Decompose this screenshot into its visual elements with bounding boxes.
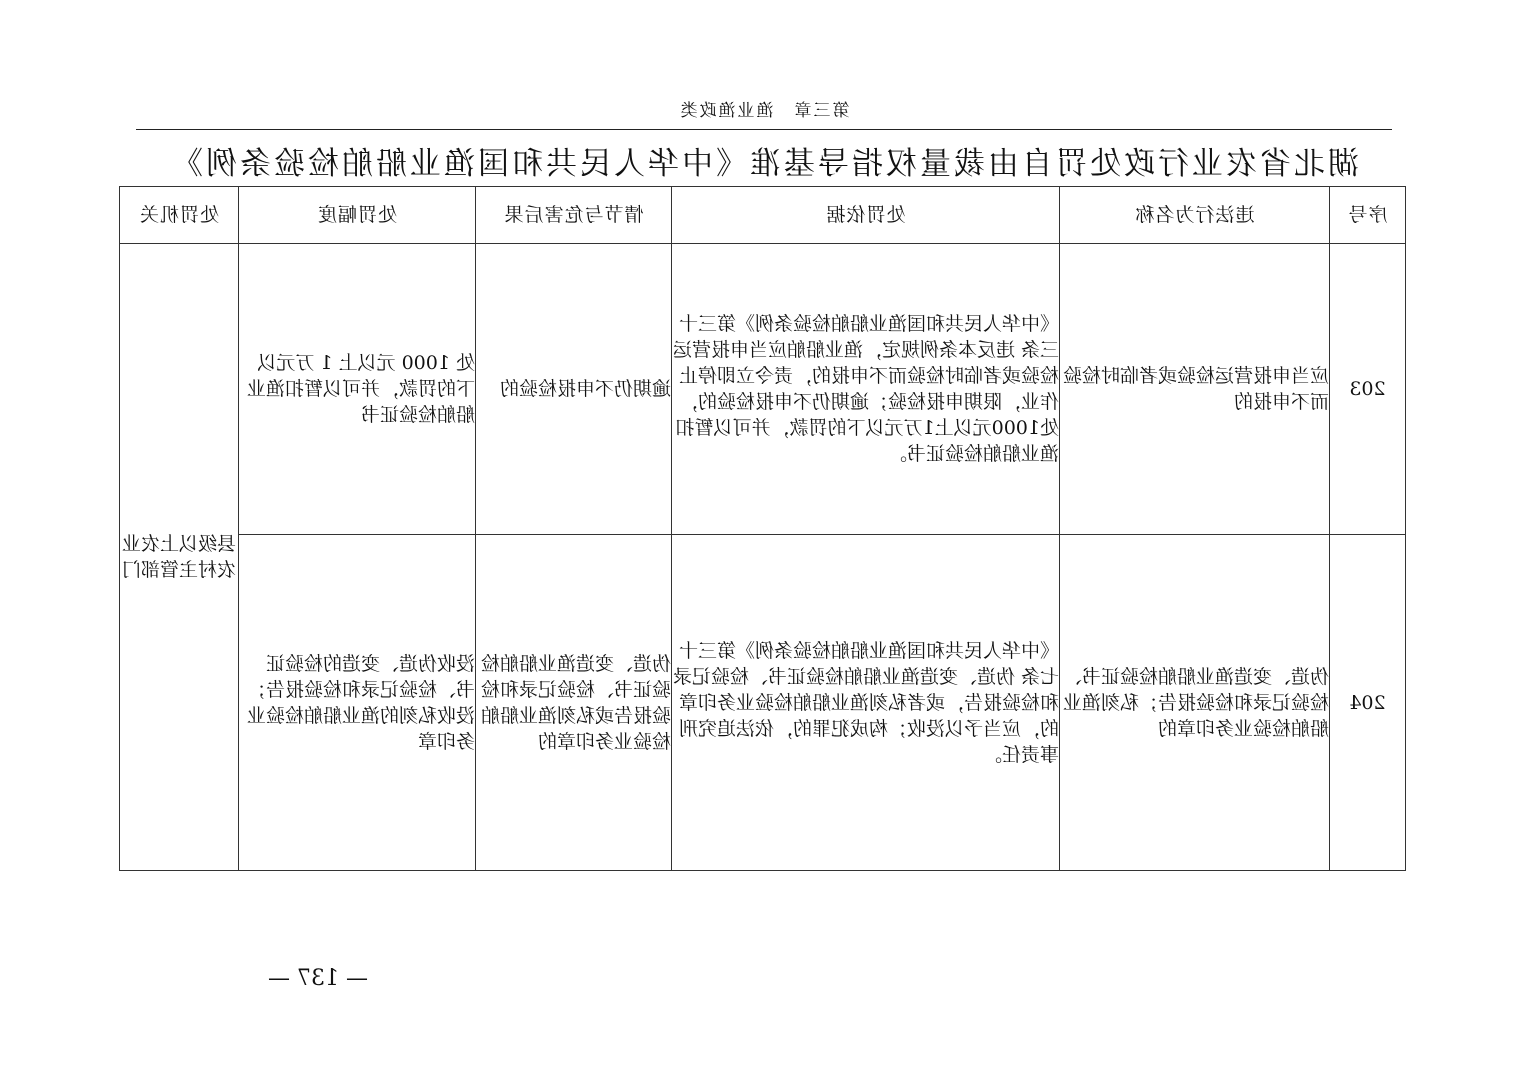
serial-number: 203 — [1330, 244, 1406, 535]
penalty-agency: 县级以上农业农村主管部门 — [120, 244, 239, 871]
penalty-range: 没收伪造、变造的检验证书、检验记录和检验报告；没收私刻的渔业船舶检验业务印章 — [239, 535, 476, 871]
header-violation-name: 违法行为名称 — [1060, 187, 1330, 244]
violation-name: 伪造、变造渔业船舶检验证书、检验记录和检验报告；私刻渔业船舶检验业务印章的 — [1060, 535, 1330, 871]
header-penalty-agency: 处罚机关 — [120, 187, 239, 244]
header-serial-number: 序号 — [1330, 187, 1406, 244]
serial-number: 204 — [1330, 535, 1406, 871]
header-rule — [136, 129, 1392, 130]
penalty-basis: 《中华人民共和国渔业船舶检验条例》第三十三条 违反本条例规定，渔业船舶应当申报营运检验或者临时检验而不申报的，责令立即停止作业，限期申报检验；逾期仍不申报检验的，处1000元以上1万元以下的罚款，并可以暂扣渔业船舶检验证书。 — [672, 244, 1060, 535]
header-penalty-range: 处罚幅度 — [239, 187, 476, 244]
header-circumstance: 情节与危害后果 — [476, 187, 672, 244]
penalty-range: 处 1000 元以上 1 万元以下的罚款，并可以暂扣渔业船舶检验证书 — [239, 244, 476, 535]
page-number: — 137 — — [268, 966, 368, 991]
penalty-table — [119, 186, 1406, 871]
chapter-header: 第三章 渔业渔政类 — [678, 101, 850, 121]
penalty-basis: 《中华人民共和国渔业船舶检验条例》第三十七条 伪造、变造渔业船舶检验证书、检验记录和检验报告，或者私刻渔业船舶检验业务印章的，应当予以没收；构成犯罪的，依法追究刑事责任。 — [672, 535, 1060, 871]
table-header-row — [120, 187, 1406, 244]
circumstance: 伪造、变造渔业船舶检验证书、检验记录和检验报告或私刻渔业船舶检验业务印章的 — [476, 535, 672, 871]
page-title: 湖北省农业行政处罚自由裁量权指导基准《中华人民共和国渔业船舶检验条例》 — [169, 146, 1359, 182]
header-penalty-basis: 处罚依据 — [672, 187, 1060, 244]
table-row — [120, 244, 1406, 535]
circumstance: 逾期仍不申报检验的 — [476, 244, 672, 535]
table-row — [120, 535, 1406, 871]
violation-name: 应当申报营运检验或者临时检验而不申报的 — [1060, 244, 1330, 535]
